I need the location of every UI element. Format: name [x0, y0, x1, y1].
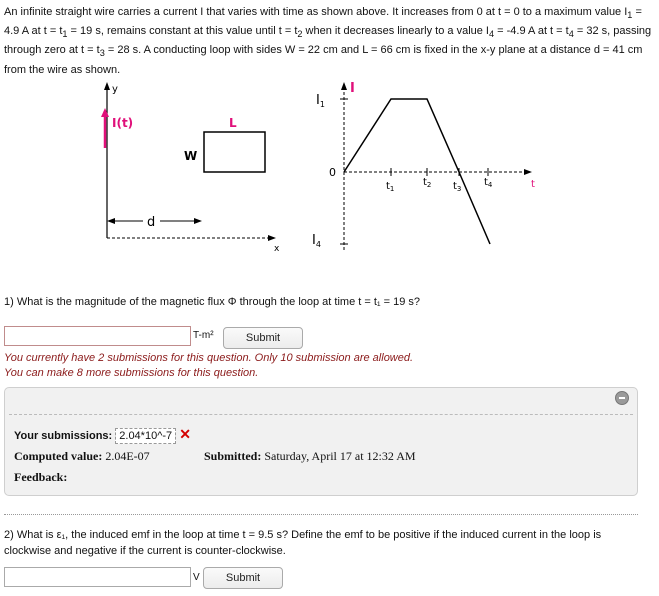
- question-2-text: 2) What is ε₁, the induced emf in the loop at time t = 9.5 s? Define the emf to be positive if the induced current in the loop is clockwise and negative if the current is counter-clockwise.: [4, 529, 602, 557]
- previous-submission-value: 2.04*10^-7: [115, 428, 176, 444]
- problem-statement: An infinite straight wire carries a current I that varies with time as shown above. It increases from 0 at t = 0 to a maximum value $I_1 = 4.9$ A at $t = t_1 = 19$ s, remains constant at this value until $t = t_2$ when it decreases linearly to a value $I_4 = -4.9$ A at $t = t_4 = 32$ s, passing through zero at $t = t_3 = 28$ s. A conducting loop with sides W = 22 cm and L = 66 cm is fixed in the x-y plane at a distance d = 41 cm from the wire as shown.: [4, 6, 652, 76]
- d-arrow-right-icon: [194, 218, 202, 224]
- loop-width-label: W: [184, 149, 198, 163]
- y-axis-arrow-icon: [104, 82, 110, 90]
- i1-label: $I_1$: [316, 93, 325, 109]
- collapse-icon[interactable]: [615, 391, 629, 405]
- x-axis-arrow-icon: [268, 235, 276, 241]
- loop-length-label: L: [229, 116, 237, 130]
- computed-value-row: [14, 449, 150, 464]
- q1-submission-count: You currently have 2 submissions for this question. Only 10 submission are allowed.: [4, 352, 414, 364]
- conducting-loop: [204, 132, 265, 172]
- q1-answer-input[interactable]: [4, 326, 191, 346]
- submissions-panel: [4, 387, 638, 496]
- question-1-text: 1) What is the magnitude of the magnetic flux Φ through the loop at time t = t₁ = 19 s?: [4, 296, 421, 308]
- time-axis-label: t: [531, 179, 535, 190]
- question-separator: [4, 514, 638, 515]
- zero-label: 0: [329, 166, 336, 179]
- feedback-label: Feedback:: [14, 470, 68, 484]
- i4-label: $I_4$: [312, 233, 321, 249]
- panel-divider: [9, 414, 633, 415]
- your-submissions-label: Your submissions:: [14, 430, 113, 442]
- y-axis-label: y: [112, 84, 118, 95]
- current-axis-title: I: [350, 81, 355, 96]
- q2-unit: V: [193, 572, 200, 583]
- time-axis-arrow-icon: [524, 169, 532, 175]
- x-axis-label: x: [274, 244, 280, 254]
- current-time-graph: [300, 78, 550, 258]
- submitted-row: [204, 449, 416, 464]
- q1-submit-button[interactable]: Submit: [223, 327, 303, 349]
- your-submissions-row: [14, 426, 191, 444]
- computed-value: 2.04E-07: [105, 449, 150, 463]
- t2-tick-label: $t_2$: [423, 177, 432, 189]
- current-axis-arrow-icon: [341, 82, 347, 90]
- submitted-timestamp: Saturday, April 17 at 12:32 AM: [264, 449, 416, 463]
- d-label: d: [147, 215, 156, 230]
- incorrect-icon: ✕: [179, 426, 191, 442]
- q1-unit: T-m²: [193, 330, 214, 341]
- t3-tick-label: $t_3$: [453, 181, 462, 193]
- q1-remaining-submissions: You can make 8 more submissions for this question.: [4, 367, 259, 379]
- wire-loop-figure: [90, 78, 290, 258]
- q2-submit-button[interactable]: Submit: [203, 567, 283, 589]
- submitted-label: Submitted:: [204, 449, 262, 463]
- t1-tick-label: $t_1$: [386, 181, 395, 193]
- computed-value-label: Computed value:: [14, 449, 103, 463]
- d-arrow-left-icon: [107, 218, 115, 224]
- current-label: I(t): [112, 116, 134, 130]
- t4-tick-label: $t_4$: [484, 177, 493, 189]
- q2-answer-input[interactable]: [4, 567, 191, 587]
- current-arrow-head-icon: [101, 108, 109, 117]
